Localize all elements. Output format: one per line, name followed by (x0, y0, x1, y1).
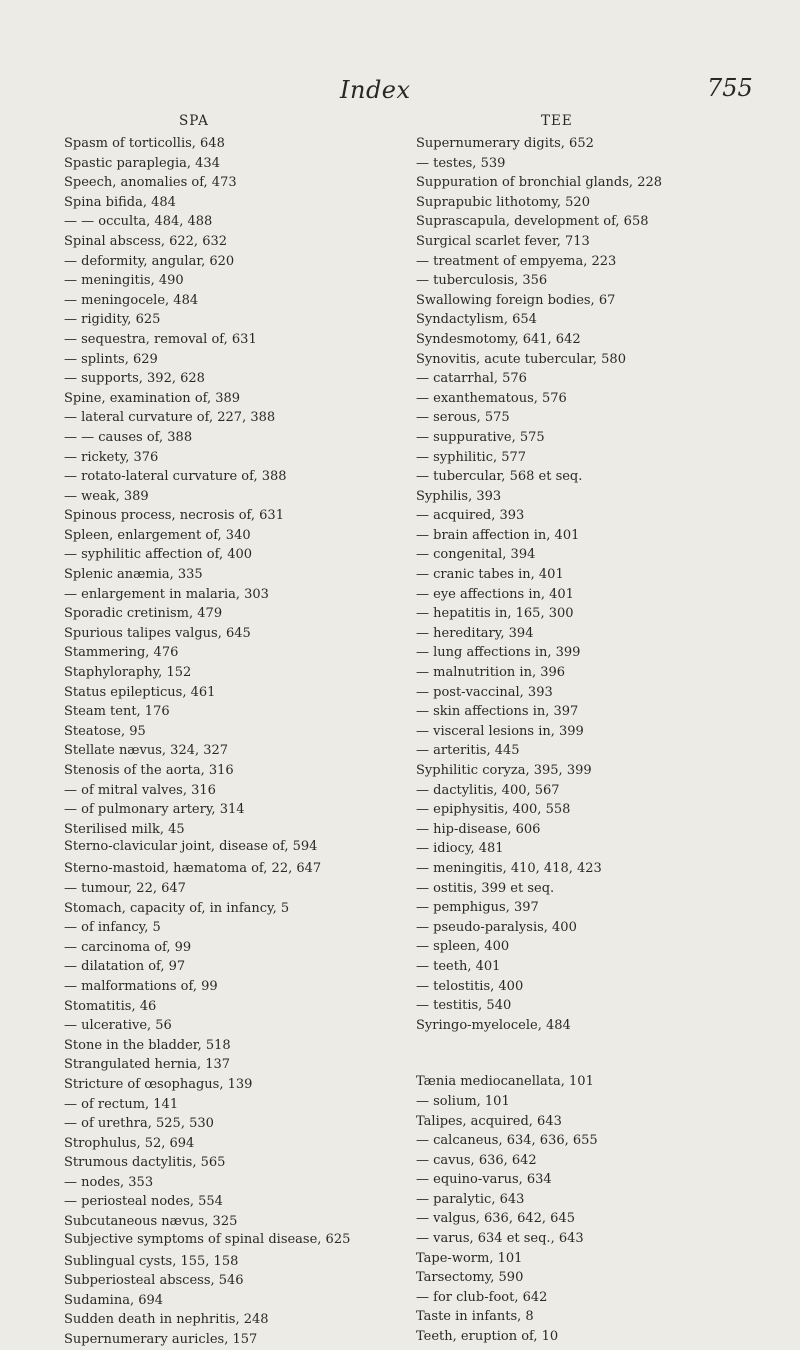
index-entry: Strophulus, 52, 694 (64, 1135, 195, 1151)
index-entry: Sterilised milk, 45 (64, 821, 185, 837)
index-entry: — syphilitic, 577 (416, 449, 527, 465)
index-entry: — hip-disease, 606 (416, 821, 541, 837)
index-entry: — treatment of empyema, 223 (416, 253, 617, 269)
index-entry: Syringo-myelocele, 484 (416, 1017, 571, 1033)
index-entry: — arteritis, 445 (416, 743, 520, 759)
index-entry: — nodes, 353 (64, 1174, 154, 1190)
index-entry: — rotato-lateral curvature of, 388 (64, 469, 287, 485)
index-entry: — meningitis, 410, 418, 423 (416, 860, 602, 876)
index-entry: Splenic anæmia, 335 (64, 567, 203, 583)
index-entry: — sequestra, removal of, 631 (64, 331, 257, 347)
index-entry: Spastic paraplegia, 434 (64, 155, 220, 171)
index-entry: Taste in infants, 8 (416, 1309, 534, 1325)
index-entry: — rigidity, 625 (64, 312, 161, 328)
index-entry: Sudden death in nephritis, 248 (64, 1312, 269, 1328)
index-entry: Supernumerary digits, 652 (416, 136, 594, 151)
index-entry: Strangulated hernia, 137 (64, 1057, 231, 1073)
index-entry: Stone in the bladder, 518 (64, 1037, 231, 1053)
index-entry: Steatose, 95 (64, 723, 146, 739)
index-entry: — varus, 634 et seq., 643 (416, 1231, 584, 1247)
index-entry: — equino-varus, 634 (416, 1172, 552, 1188)
index-entry: Stomatitis, 46 (64, 998, 157, 1014)
index-entry: — exanthematous, 576 (416, 390, 567, 406)
index-entry: — telostitis, 400 (416, 978, 524, 994)
index-entry: Surgical scarlet fever, 713 (416, 233, 590, 249)
index-entry: — meningitis, 490 (64, 273, 184, 289)
index-entry: — weak, 389 (64, 488, 149, 504)
index-entry: — — occulta, 484, 488 (64, 214, 213, 230)
index-entry: — cavus, 636, 642 (416, 1152, 537, 1168)
index-entry: Sterno-mastoid, hæmatoma of, 22, 647 (64, 861, 322, 877)
index-entry: Stricture of œsophagus, 139 (64, 1076, 253, 1092)
index-entry: — carcinoma of, 99 (64, 939, 192, 955)
index-entry: — hereditary, 394 (416, 625, 534, 641)
syphilis-entries (416, 134, 766, 1035)
index-entry: Talipes, acquired, 643 (416, 1113, 562, 1129)
index-entry: — skin affections in, 397 (416, 704, 579, 720)
index-entry: — of pulmonary artery, 314 (64, 802, 245, 818)
taenia-entries (416, 1072, 766, 1346)
index-entry: Staphyloraphy, 152 (64, 665, 192, 681)
index-entry: — syphilitic affection of, 400 (64, 547, 253, 563)
index-entry: — ostitis, 399 et seq. (416, 880, 555, 896)
index-entry: Subjective symptoms of spinal disease, 625 (64, 1231, 351, 1247)
index-entry: Strumous dactylitis, 565 (64, 1155, 226, 1171)
index-entry: Stellate nævus, 324, 327 (64, 743, 229, 759)
index-entry: — tubercular, 568 et seq. (416, 469, 583, 485)
right-index-column (416, 134, 766, 1347)
index-entry: — serous, 575 (416, 410, 510, 426)
index-entry: Spurious talipes valgus, 645 (64, 625, 251, 641)
index-entry: — deformity, angular, 620 (64, 253, 235, 269)
index-entry: Tape-worm, 101 (416, 1250, 523, 1266)
index-entry: — enlargement in malaria, 303 (64, 586, 269, 602)
index-entry: — lung affections in, 399 (416, 645, 581, 661)
index-entry: — calcaneus, 634, 636, 655 (416, 1133, 598, 1149)
index-entry: — periosteal nodes, 554 (64, 1194, 223, 1210)
index-entry: Sublingual cysts, 155, 158 (64, 1253, 239, 1269)
index-entry: — cranic tabes in, 401 (416, 567, 564, 583)
index-entry: — hepatitis in, 165, 300 (416, 606, 574, 622)
index-entry: — solium, 101 (416, 1093, 510, 1109)
index-entry: Supernumerary auricles, 157 (64, 1332, 258, 1348)
index-entry: — malnutrition in, 396 (416, 665, 566, 681)
index-entry: — of mitral valves, 316 (64, 782, 216, 798)
index-entry: — of rectum, 141 (64, 1096, 179, 1112)
index-entry: — catarrhal, 576 (416, 371, 527, 387)
index-entry: Subcutaneous nævus, 325 (64, 1214, 238, 1230)
index-entry: — brain affection in, 401 (416, 527, 580, 543)
index-entry: — acquired, 393 (416, 508, 525, 524)
index-entry: Stammering, 476 (64, 645, 179, 661)
index-entry: — epiphysitis, 400, 558 (416, 802, 571, 818)
index-entry: Speech, anomalies of, 473 (64, 175, 237, 191)
index-entry: Stenosis of the aorta, 316 (64, 763, 234, 778)
index-entry: Syphilitic coryza, 395, 399 (416, 763, 592, 778)
index-entry: — — causes of, 388 (64, 429, 193, 445)
index-entry: Synovitis, acute tubercular, 580 (416, 351, 626, 367)
index-entry: — of infancy, 5 (64, 920, 161, 936)
index-entry: Status epilepticus, 461 (64, 684, 216, 700)
index-entry: Syndesmotomy, 641, 642 (416, 331, 581, 347)
index-entry: — congenital, 394 (416, 547, 536, 563)
index-entry: — paralytic, 643 (416, 1191, 525, 1207)
index-entry: Spinous process, necrosis of, 631 (64, 508, 284, 524)
index-entry: — rickety, 376 (64, 449, 159, 465)
index-entry: Spinal abscess, 622, 632 (64, 233, 228, 249)
index-entry: — suppurative, 575 (416, 429, 545, 445)
index-entry: — pemphigus, 397 (416, 900, 539, 916)
index-entry: — for club-foot, 642 (416, 1289, 548, 1305)
page-number: 755 (707, 74, 753, 102)
index-entry: Tænia mediocanellata, 101 (416, 1074, 594, 1090)
left-guide-word: SPA (179, 113, 209, 129)
index-entry: Subperiosteal abscess, 546 (64, 1273, 244, 1289)
index-entry: — dilatation of, 97 (64, 959, 186, 975)
index-entry: Steam tent, 176 (64, 704, 170, 720)
index-entry: — spleen, 400 (416, 939, 510, 955)
index-entry: Spine, examination of, 389 (64, 390, 241, 406)
index-entry: — tumour, 22, 647 (64, 880, 186, 896)
index-entry: Suprascapula, development of, 658 (416, 214, 649, 230)
index-entry: Suppuration of bronchial glands, 228 (416, 175, 663, 191)
index-entry: — post-vaccinal, 393 (416, 684, 553, 700)
index-entry: — tuberculosis, 356 (416, 273, 548, 289)
index-entry: — dactylitis, 400, 567 (416, 782, 560, 798)
index-entry: — of urethra, 525, 530 (64, 1116, 214, 1132)
index-entry: Suprapubic lithotomy, 520 (416, 194, 590, 210)
index-entry: — idiocy, 481 (416, 841, 504, 857)
index-entry: — teeth, 401 (416, 958, 501, 974)
index-entry: Syphilis, 393 (416, 488, 502, 504)
index-entry: Sporadic cretinism, 479 (64, 606, 223, 622)
index-entry: Stomach, capacity of, in infancy, 5 (64, 900, 290, 916)
index-entry: Spleen, enlargement of, 340 (64, 527, 251, 543)
index-entry: — ulcerative, 56 (64, 1018, 172, 1034)
index-entry: — lateral curvature of, 227, 388 (64, 410, 276, 426)
index-entry: — meningocele, 484 (64, 292, 199, 308)
index-entry: — splints, 629 (64, 351, 158, 367)
section-gap (416, 1035, 766, 1072)
index-entry: — malformations of, 99 (64, 978, 218, 994)
running-title: Index (340, 76, 411, 104)
index-entry: Sudamina, 694 (64, 1292, 164, 1308)
index-entry: Tarsectomy, 590 (416, 1270, 524, 1286)
index-entry: Syndactylism, 654 (416, 312, 537, 328)
index-entry: — testes, 539 (416, 155, 506, 171)
index-entry: Spina bifida, 484 (64, 194, 176, 210)
left-index-column (64, 134, 414, 1350)
index-entry: Spasm of torticollis, 648 (64, 136, 225, 151)
index-entry: Sterno-clavicular joint, disease of, 594 (64, 839, 318, 855)
index-entry: — pseudo-paralysis, 400 (416, 919, 577, 935)
index-entry: — valgus, 636, 642, 645 (416, 1211, 575, 1227)
index-entry: — visceral lesions in, 399 (416, 723, 584, 739)
index-entry: Swallowing foreign bodies, 67 (416, 292, 616, 308)
index-entry: — testitis, 540 (416, 998, 512, 1014)
index-entry: — supports, 392, 628 (64, 371, 205, 387)
index-entry: Teeth, eruption of, 10 (416, 1329, 559, 1345)
right-guide-word: TEE (541, 113, 573, 129)
index-entry: — eye affections in, 401 (416, 586, 574, 602)
